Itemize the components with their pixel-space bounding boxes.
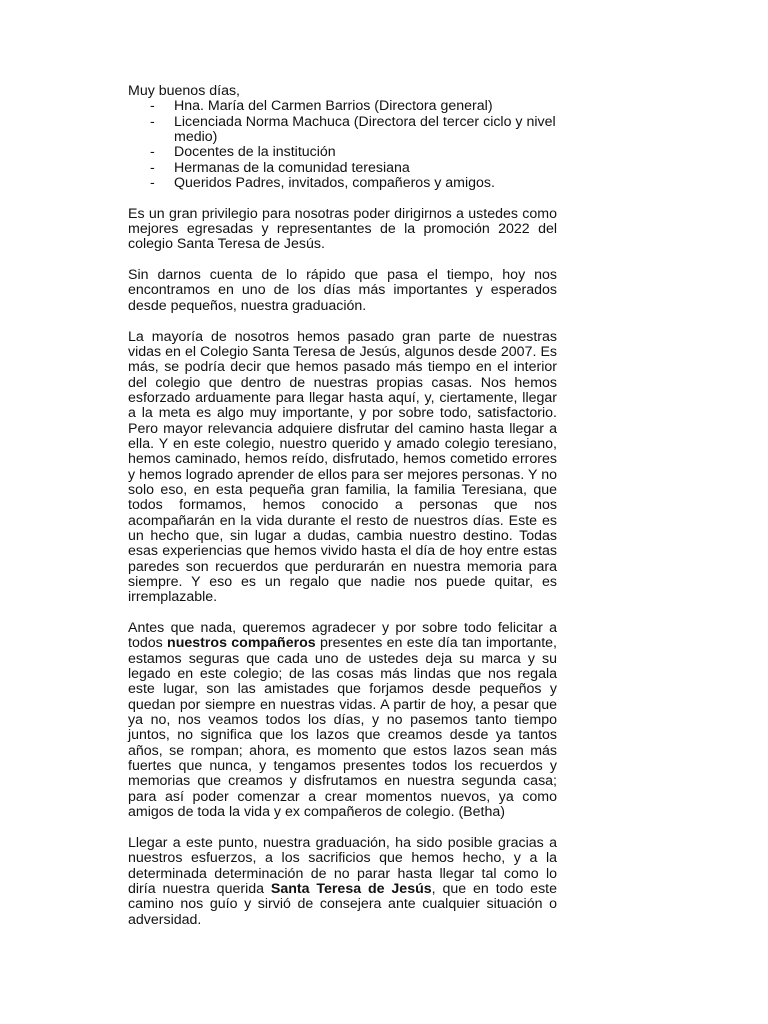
attendee-text: Licenciada Norma Machuca (Directora del tercer ciclo y nivel medio) xyxy=(174,113,556,146)
list-item xyxy=(128,145,557,160)
paragraph-classmates xyxy=(128,621,557,820)
emphasis-text: nuestros compañeros xyxy=(167,635,316,652)
paragraph-text: Llegar a este punto, nuestra graduación, ha sido posible gracias a nuestros esfuerzos, a los sacrificios que hemos hecho, y a la determinada determinación de no parar hasta llegar tal como lo diría nuestra querida xyxy=(128,834,557,897)
list-item xyxy=(128,176,557,191)
paragraph-graduation xyxy=(128,836,557,928)
paragraph-privilege: Es un gran privilegio para nosotras poder dirigirnos a ustedes como mejores egresadas y representantes de la promoción 2022 del colegio Santa Teresa de Jesús. xyxy=(128,205,557,253)
bullet-dash: - xyxy=(150,159,155,176)
emphasis-text: Santa Teresa de Jesús xyxy=(270,880,432,897)
bullet-dash: - xyxy=(150,144,155,161)
greeting: Muy buenos días, xyxy=(128,83,240,99)
document-page xyxy=(128,84,557,928)
attendee-text: Hermanas de la comunidad teresiana xyxy=(174,159,410,176)
list-item xyxy=(128,161,557,176)
paragraph-text: , que en todo este camino nos guío y sirvió de consejera ante cualquier situación o adversidad. xyxy=(128,880,557,928)
paragraph-time: Sin darnos cuenta de lo rápido que pasa el tiempo, hoy nos encontramos en uno de los días más importantes y esperados desde pequeños, nuestra graduación. xyxy=(128,267,557,314)
list-item xyxy=(128,99,557,114)
bullet-dash: - xyxy=(150,98,155,115)
bullet-dash: - xyxy=(150,113,155,130)
paragraph-text: Antes que nada, queremos agradecer y por sobre todo felicitar a todos xyxy=(128,620,557,652)
bullet-dash: - xyxy=(150,175,155,192)
list-item xyxy=(128,115,557,146)
attendee-text: Docentes de la institución xyxy=(174,144,336,161)
attendee-text: Queridos Padres, invitados, compañeros y amigos. xyxy=(174,175,495,192)
attendee-list xyxy=(128,99,557,191)
paragraph-school-life: La mayoría de nosotros hemos pasado gran parte de nuestras vidas en el Colegio Santa Teresa de Jesús, algunos desde 2007. Es más, se podría decir que hemos pasado más tiempo en el interior del colegio que dentro de nuestras propias casas. Nos hemos esforzado arduamente para llegar hasta aquí, y, ciertamente, llegar a la meta es algo muy importante, y por sobre todo, satisfactorio. Pero mayor relevancia adquiere disfrutar del camino hasta llegar a ella. Y en este colegio, nuestro querido y amado colegio teresiano, hemos caminado, hemos reído, disfrutado, hemos cometido errores y hemos logrado aprender de ellos para ser mejores personas. Y no solo eso, en esta pequeña gran familia, la familia Teresiana, que todos formamos, hemos conocido a personas que nos acompañarán en la vida durante el resto de nuestros días. Este es un hecho que, sin lugar a dudas, cambia nuestro destino. Todas esas experiencias que hemos vivido hasta el día de hoy entre estas paredes son recuerdos que perdurarán en nuestra memoria para siempre. Y eso es un regalo que nadie nos puede quitar, es irremplazable. xyxy=(128,328,557,606)
attendee-text: Hna. María del Carmen Barrios (Directora general) xyxy=(174,98,493,115)
paragraph-text: presentes en este día tan importante, estamos seguras que cada uno de ustedes deja su marca y su legado en este colegio; de las cosas más lindas que nos regala este lugar, son las amistades que forjamos desde pequeños y quedan por siempre en nuestras vidas. A partir de hoy, a pesar que ya no, nos veamos todos los días, y no pasemos tanto tiempo juntos, no significa que los lazos que creamos desde ya tantos años, se rompan; ahora, es momento que estos lazos sean más fuertes que nunca, y tengamos presentes todos los recuerdos y memorias que creamos y disfrutamos en nuestra segunda casa; para así poder comenzar a crear momentos nuevos, ya como amigos de toda la vida y ex compañeros de colegio. (Betha) xyxy=(128,635,557,821)
